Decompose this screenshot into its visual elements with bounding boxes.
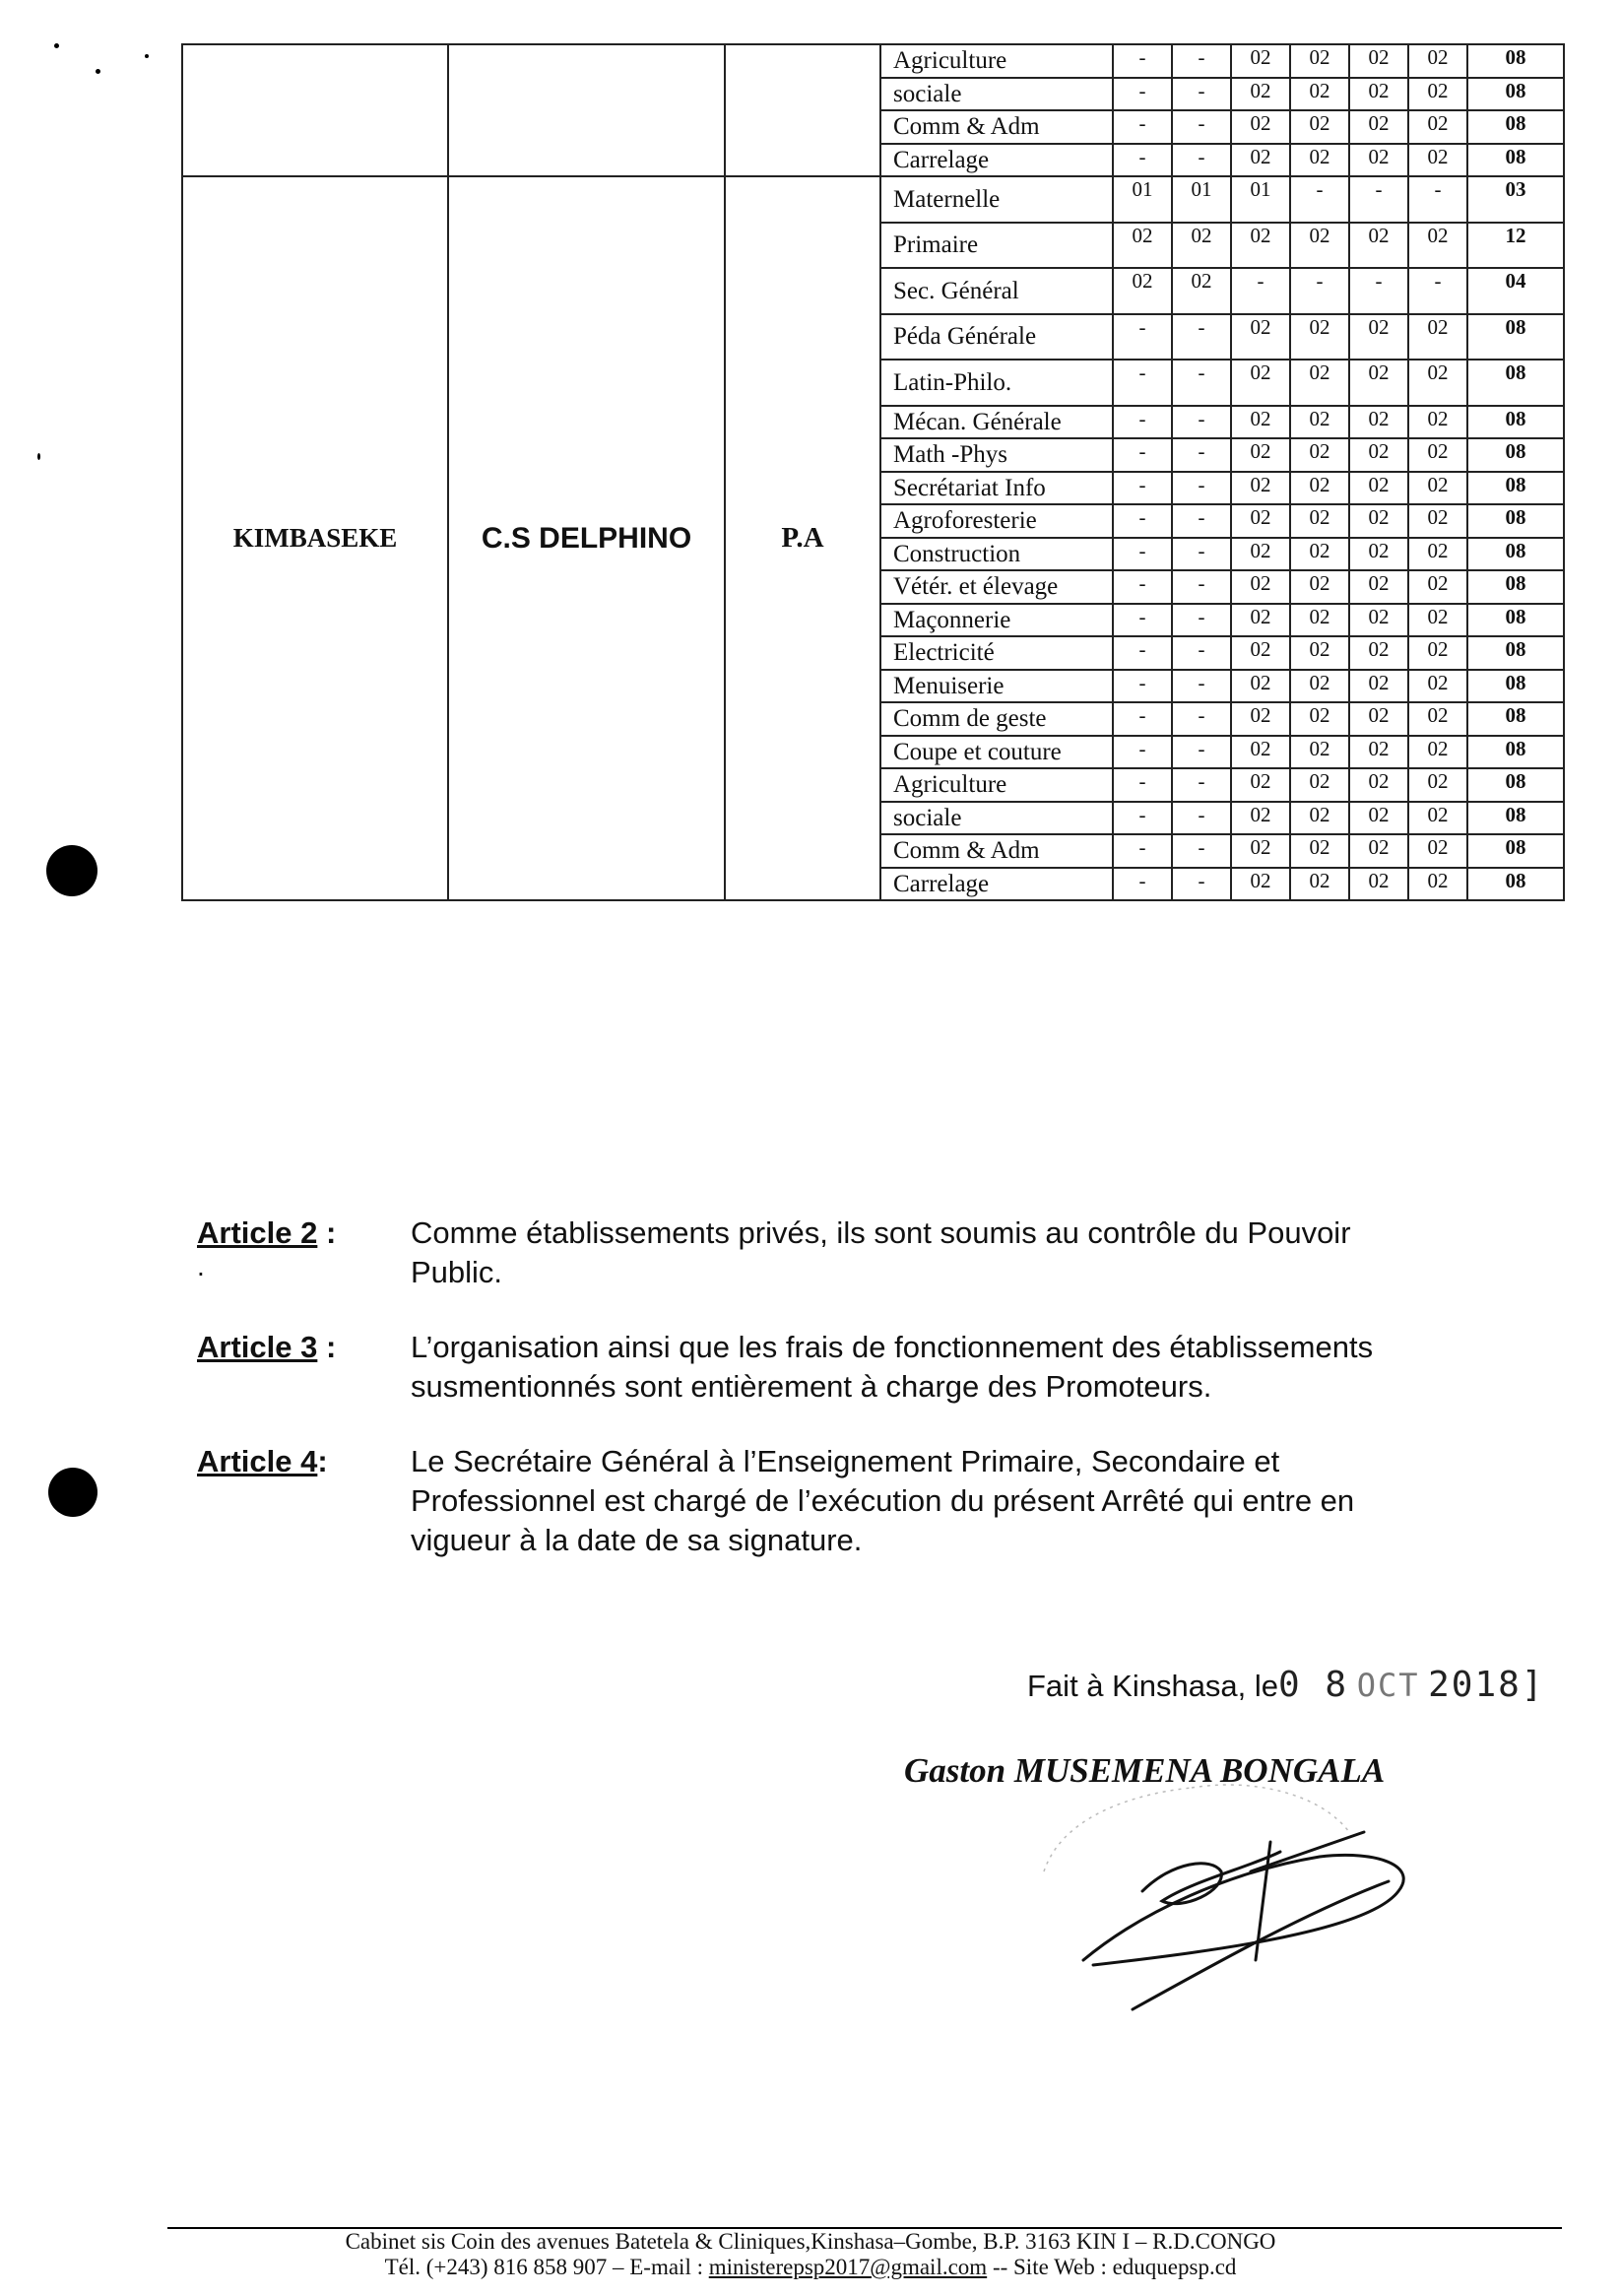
count-cell: 02 — [1408, 438, 1467, 472]
count-cell: 02 — [1113, 223, 1172, 269]
count-cell: 02 — [1408, 868, 1467, 901]
punch-hole — [48, 1468, 97, 1517]
total-cell: 08 — [1467, 768, 1564, 802]
option-cell: Maçonnerie — [880, 604, 1113, 637]
count-cell: - — [1172, 44, 1231, 78]
count-cell: 02 — [1290, 834, 1349, 868]
count-cell: 02 — [1172, 223, 1231, 269]
school-name-cell-text: C.S DELPHINO — [481, 521, 692, 555]
count-cell: - — [1113, 504, 1172, 538]
option-cell: Latin-Philo. — [880, 360, 1113, 406]
option-cell: Math -Phys — [880, 438, 1113, 472]
count-cell: 02 — [1290, 802, 1349, 835]
option-cell: Maternelle — [880, 176, 1113, 223]
punch-hole — [46, 845, 97, 896]
total-cell: 08 — [1467, 702, 1564, 736]
school-name-cell — [448, 176, 725, 900]
regime-cell-text: P.A — [781, 522, 824, 554]
count-cell: 02 — [1349, 504, 1408, 538]
option-cell: Vétér. et élevage — [880, 570, 1113, 604]
count-cell: - — [1172, 636, 1231, 670]
count-cell: - — [1290, 176, 1349, 223]
count-cell: 02 — [1290, 636, 1349, 670]
continued-commune-cell — [182, 44, 448, 176]
count-cell: - — [1172, 604, 1231, 637]
table-row — [182, 44, 1564, 78]
count-cell: 02 — [1408, 360, 1467, 406]
count-cell: 02 — [1231, 314, 1290, 361]
scan-speck — [145, 54, 149, 58]
article-3 — [197, 1328, 1438, 1407]
option-cell: Agroforesterie — [880, 504, 1113, 538]
count-cell: 02 — [1349, 314, 1408, 361]
article-4-text: Le Secrétaire Général à l’Enseignement Primaire, Secondaire et Professionnel est chargé de l’exécution du présent Arrêté qui entre en vigueur à la date de sa signature. — [411, 1444, 1355, 1557]
count-cell: 02 — [1408, 802, 1467, 835]
count-cell: - — [1113, 702, 1172, 736]
schools-table — [181, 43, 1565, 901]
count-cell: 02 — [1231, 538, 1290, 571]
count-cell: - — [1113, 636, 1172, 670]
place-text: Fait à Kinshasa, le — [1027, 1669, 1279, 1703]
footer-contact: Tél. (+243) 816 858 907 – E-mail : ministerepsp2017@gmail.com -- Site Web : eduquepsp.cd — [384, 2255, 1237, 2279]
scan-speck — [37, 453, 40, 460]
count-cell: 02 — [1349, 702, 1408, 736]
continued-regime-cell — [725, 44, 880, 176]
count-cell: 02 — [1290, 314, 1349, 361]
count-cell: 02 — [1231, 736, 1290, 769]
count-cell: - — [1172, 834, 1231, 868]
count-cell: - — [1113, 768, 1172, 802]
date-stamp-year: 2018 — [1428, 1665, 1522, 1705]
count-cell: 02 — [1349, 406, 1408, 439]
count-cell: 02 — [1349, 570, 1408, 604]
commune-cell — [182, 176, 448, 900]
total-cell: 08 — [1467, 538, 1564, 571]
count-cell: - — [1172, 768, 1231, 802]
count-cell: 02 — [1290, 570, 1349, 604]
count-cell: - — [1172, 504, 1231, 538]
total-cell: 03 — [1467, 176, 1564, 223]
article-4-label: Article 4: — [197, 1444, 328, 1478]
count-cell: - — [1349, 268, 1408, 314]
count-cell: - — [1172, 406, 1231, 439]
option-cell: sociale — [880, 802, 1113, 835]
count-cell: 02 — [1290, 736, 1349, 769]
total-cell: 08 — [1467, 406, 1564, 439]
total-cell: 08 — [1467, 868, 1564, 901]
scan-speck — [96, 69, 100, 74]
count-cell: - — [1113, 144, 1172, 177]
count-cell: 02 — [1231, 636, 1290, 670]
count-cell: - — [1172, 802, 1231, 835]
total-cell: 08 — [1467, 472, 1564, 505]
count-cell: 02 — [1408, 834, 1467, 868]
count-cell: 02 — [1408, 472, 1467, 505]
count-cell: 02 — [1231, 110, 1290, 144]
count-cell: - — [1113, 438, 1172, 472]
commune-cell-text: KIMBASEKE — [232, 523, 398, 553]
handwritten-signature — [1024, 1773, 1438, 2029]
count-cell: 02 — [1290, 110, 1349, 144]
count-cell: 01 — [1231, 176, 1290, 223]
count-cell: 02 — [1408, 504, 1467, 538]
count-cell: 02 — [1349, 538, 1408, 571]
count-cell: 02 — [1290, 438, 1349, 472]
count-cell: - — [1172, 702, 1231, 736]
total-cell: 08 — [1467, 144, 1564, 177]
count-cell: 02 — [1290, 604, 1349, 637]
option-cell: Péda Générale — [880, 314, 1113, 361]
total-cell: 08 — [1467, 670, 1564, 703]
count-cell: 02 — [1349, 868, 1408, 901]
count-cell: 02 — [1290, 768, 1349, 802]
option-cell: Mécan. Générale — [880, 406, 1113, 439]
count-cell: 02 — [1172, 268, 1231, 314]
place-date-line: Fait à Kinshasa, le0 8 OCT 2018] — [1027, 1665, 1545, 1705]
count-cell: - — [1113, 604, 1172, 637]
total-cell: 08 — [1467, 110, 1564, 144]
option-cell: Electricité — [880, 636, 1113, 670]
count-cell: 02 — [1349, 834, 1408, 868]
count-cell: 02 — [1349, 438, 1408, 472]
count-cell: 02 — [1290, 44, 1349, 78]
count-cell: 02 — [1349, 636, 1408, 670]
count-cell: 02 — [1290, 406, 1349, 439]
count-cell: 02 — [1408, 314, 1467, 361]
count-cell: 02 — [1231, 78, 1290, 111]
count-cell: 02 — [1349, 78, 1408, 111]
count-cell: 02 — [1231, 768, 1290, 802]
option-cell: Primaire — [880, 223, 1113, 269]
count-cell: - — [1113, 868, 1172, 901]
count-cell: 02 — [1231, 868, 1290, 901]
option-cell: Agriculture — [880, 44, 1113, 78]
option-cell: Coupe et couture — [880, 736, 1113, 769]
count-cell: - — [1113, 834, 1172, 868]
count-cell: 01 — [1172, 176, 1231, 223]
count-cell: 02 — [1290, 472, 1349, 505]
article-2 — [197, 1214, 1438, 1292]
total-cell: 08 — [1467, 360, 1564, 406]
count-cell: - — [1290, 268, 1349, 314]
count-cell: - — [1231, 268, 1290, 314]
option-cell: Agriculture — [880, 768, 1113, 802]
option-cell: Sec. Général — [880, 268, 1113, 314]
date-stamp-month: OCT — [1356, 1667, 1420, 1704]
total-cell: 04 — [1467, 268, 1564, 314]
count-cell: 02 — [1113, 268, 1172, 314]
count-cell: - — [1172, 110, 1231, 144]
total-cell: 08 — [1467, 636, 1564, 670]
count-cell: - — [1172, 360, 1231, 406]
count-cell: 02 — [1290, 360, 1349, 406]
option-cell: Comm & Adm — [880, 834, 1113, 868]
count-cell: - — [1113, 670, 1172, 703]
count-cell: 02 — [1290, 144, 1349, 177]
total-cell: 08 — [1467, 314, 1564, 361]
count-cell: 02 — [1349, 144, 1408, 177]
count-cell: 02 — [1231, 604, 1290, 637]
total-cell: 08 — [1467, 78, 1564, 111]
stray-dot: . — [197, 1251, 205, 1281]
count-cell: 02 — [1231, 504, 1290, 538]
count-cell: - — [1113, 802, 1172, 835]
count-cell: 02 — [1290, 78, 1349, 111]
count-cell: - — [1172, 438, 1231, 472]
total-cell: 08 — [1467, 438, 1564, 472]
count-cell: - — [1408, 176, 1467, 223]
article-4 — [197, 1442, 1438, 1560]
count-cell: 02 — [1349, 768, 1408, 802]
count-cell: - — [1172, 736, 1231, 769]
count-cell: - — [1172, 144, 1231, 177]
option-cell: Secrétariat Info — [880, 472, 1113, 505]
option-cell: Comm de geste — [880, 702, 1113, 736]
count-cell: 02 — [1349, 472, 1408, 505]
count-cell: 02 — [1231, 223, 1290, 269]
count-cell: 02 — [1231, 360, 1290, 406]
count-cell: 02 — [1231, 472, 1290, 505]
count-cell: 02 — [1408, 702, 1467, 736]
article-2-text: Comme établissements privés, ils sont soumis au contrôle du Pouvoir Public. — [411, 1215, 1351, 1289]
footer-address: Cabinet sis Coin des avenues Batetela & Cliniques,Kinshasa–Gombe, B.P. 3163 KIN I – R.D.CONGO — [345, 2229, 1276, 2254]
count-cell: - — [1172, 314, 1231, 361]
total-cell: 08 — [1467, 736, 1564, 769]
count-cell: 01 — [1113, 176, 1172, 223]
total-cell: 12 — [1467, 223, 1564, 269]
option-cell: Carrelage — [880, 144, 1113, 177]
date-stamp-day: 0 8 — [1278, 1665, 1349, 1705]
count-cell: 02 — [1408, 736, 1467, 769]
count-cell: 02 — [1349, 802, 1408, 835]
count-cell: - — [1113, 360, 1172, 406]
continued-school-cell — [448, 44, 725, 176]
count-cell: - — [1113, 110, 1172, 144]
option-cell: Menuiserie — [880, 670, 1113, 703]
count-cell: - — [1172, 538, 1231, 571]
count-cell: - — [1172, 868, 1231, 901]
regime-cell — [725, 176, 880, 900]
count-cell: 02 — [1290, 702, 1349, 736]
count-cell: - — [1113, 736, 1172, 769]
count-cell: - — [1113, 472, 1172, 505]
count-cell: 02 — [1349, 736, 1408, 769]
option-cell: Comm & Adm — [880, 110, 1113, 144]
count-cell: 02 — [1231, 570, 1290, 604]
total-cell: 08 — [1467, 834, 1564, 868]
table-row — [182, 176, 1564, 223]
footer-email-link[interactable]: ministerepsp2017@gmail.com — [708, 2255, 988, 2279]
count-cell: 02 — [1408, 636, 1467, 670]
article-3-text: L’organisation ainsi que les frais de fonctionnement des établissements susmentionnés sont entièrement à charge des Promoteurs. — [411, 1330, 1374, 1404]
total-cell: 08 — [1467, 802, 1564, 835]
count-cell: 02 — [1290, 223, 1349, 269]
count-cell: - — [1172, 670, 1231, 703]
option-cell: sociale — [880, 78, 1113, 111]
count-cell: 02 — [1349, 223, 1408, 269]
count-cell: - — [1113, 570, 1172, 604]
count-cell: 02 — [1408, 110, 1467, 144]
count-cell: - — [1172, 78, 1231, 111]
count-cell: 02 — [1408, 406, 1467, 439]
count-cell: 02 — [1231, 834, 1290, 868]
count-cell: 02 — [1349, 110, 1408, 144]
count-cell: 02 — [1349, 360, 1408, 406]
count-cell: 02 — [1231, 438, 1290, 472]
count-cell: 02 — [1290, 504, 1349, 538]
count-cell: 02 — [1231, 44, 1290, 78]
count-cell: - — [1113, 44, 1172, 78]
count-cell: 02 — [1290, 670, 1349, 703]
scan-speck — [54, 43, 59, 48]
article-2-label: Article 2 : — [197, 1215, 337, 1250]
count-cell: 02 — [1408, 670, 1467, 703]
count-cell: - — [1113, 314, 1172, 361]
total-cell: 08 — [1467, 604, 1564, 637]
count-cell: 02 — [1349, 44, 1408, 78]
count-cell: 02 — [1290, 538, 1349, 571]
count-cell: 02 — [1408, 78, 1467, 111]
count-cell: - — [1408, 268, 1467, 314]
total-cell: 08 — [1467, 570, 1564, 604]
count-cell: 02 — [1349, 604, 1408, 637]
count-cell: - — [1113, 78, 1172, 111]
count-cell: 02 — [1231, 406, 1290, 439]
option-cell: Construction — [880, 538, 1113, 571]
count-cell: 02 — [1349, 670, 1408, 703]
count-cell: 02 — [1408, 44, 1467, 78]
count-cell: 02 — [1408, 604, 1467, 637]
count-cell: - — [1172, 472, 1231, 505]
total-cell: 08 — [1467, 504, 1564, 538]
count-cell: 02 — [1231, 144, 1290, 177]
count-cell: 02 — [1408, 768, 1467, 802]
count-cell: 02 — [1408, 144, 1467, 177]
total-cell: 08 — [1467, 44, 1564, 78]
count-cell: - — [1349, 176, 1408, 223]
count-cell: 02 — [1231, 670, 1290, 703]
option-cell: Carrelage — [880, 868, 1113, 901]
count-cell: - — [1113, 538, 1172, 571]
count-cell: 02 — [1290, 868, 1349, 901]
count-cell: - — [1113, 406, 1172, 439]
count-cell: - — [1172, 570, 1231, 604]
article-3-label: Article 3 : — [197, 1330, 337, 1364]
count-cell: 02 — [1231, 802, 1290, 835]
count-cell: 02 — [1408, 570, 1467, 604]
count-cell: 02 — [1231, 702, 1290, 736]
count-cell: 02 — [1408, 223, 1467, 269]
signatory-name: Gaston MUSEMENA BONGALA — [904, 1751, 1386, 1790]
count-cell: 02 — [1408, 538, 1467, 571]
